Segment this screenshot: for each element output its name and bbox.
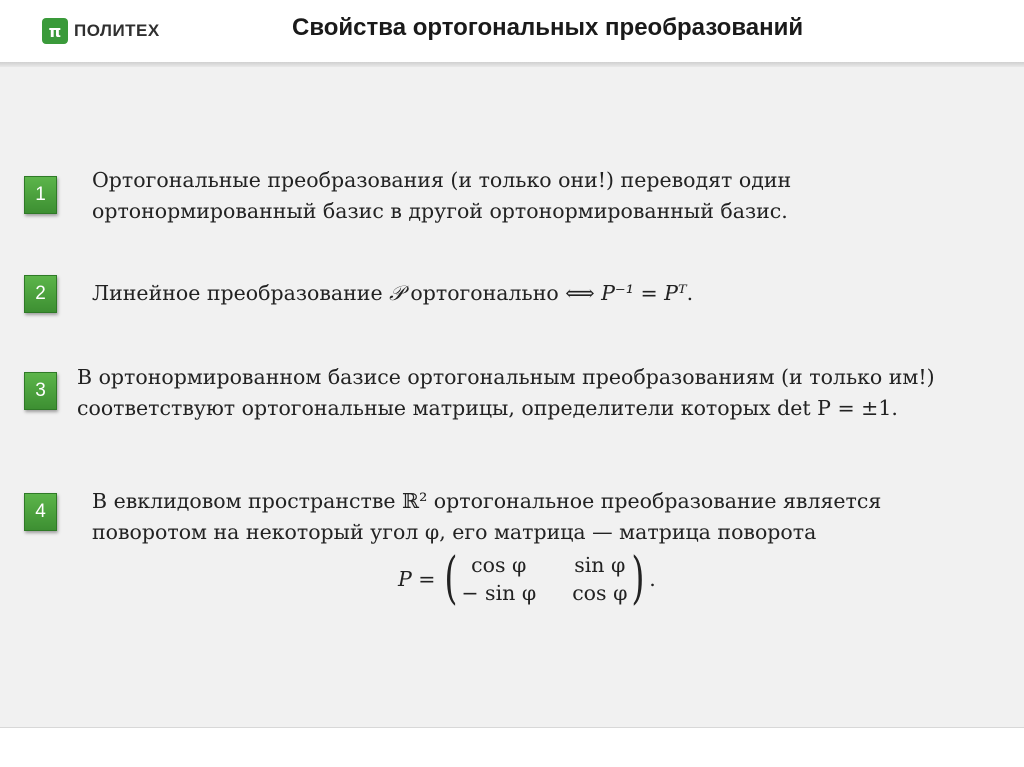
matrix-cell: cos φ [572, 581, 628, 605]
item-4-line-2: поворотом на некоторый угол φ, его матрица — матрица поворота [92, 520, 817, 544]
item-number-badge: 1 [24, 176, 57, 214]
matrix-lhs: P = [398, 567, 436, 591]
item-number-badge: 4 [24, 493, 57, 531]
matrix-cell: − sin φ [461, 581, 537, 605]
item-2-end: . [686, 281, 694, 305]
matrix-left-paren: ( [443, 546, 457, 611]
matrix-cell: cos φ [471, 553, 527, 577]
item-2-symbol: 𝒫 [389, 281, 404, 305]
item-3-line-2: соответствуют ортогональные матрицы, определители которых det P = ±1. [77, 396, 898, 420]
logo-pi-icon: π [42, 18, 68, 44]
item-1-line-1: Ортогональные преобразования (и только они!) переводят один [92, 168, 792, 192]
item-2-formula: ⟺ P⁻¹ = Pᵀ [565, 281, 687, 305]
item-2-text-b: ортогонально [403, 281, 566, 305]
item-4-line-1: В евклидовом пространстве ℝ² ортогональное преобразование является [92, 489, 882, 513]
item-number-badge: 3 [24, 372, 57, 410]
page-title: Свойства ортогональных преобразований [292, 14, 804, 41]
matrix-end: . [649, 567, 656, 591]
matrix-cell: sin φ [574, 553, 626, 577]
item-1-line-2: ортонормированный базис в другой ортонормированный базис. [92, 199, 788, 223]
rotation-matrix [398, 546, 656, 611]
logo [42, 17, 160, 45]
matrix-grid [461, 551, 627, 607]
logo-text: ПОЛИТЕХ [74, 21, 160, 40]
item-2-statement [92, 278, 693, 309]
header [0, 0, 1024, 62]
item-2-text-a: Линейное преобразование [92, 281, 390, 305]
item-3-line-1: В ортонормированном базисе ортогональным преобразованиям (и только им!) [77, 365, 935, 389]
matrix-right-paren: ) [631, 546, 645, 611]
item-number-badge: 2 [24, 275, 57, 313]
